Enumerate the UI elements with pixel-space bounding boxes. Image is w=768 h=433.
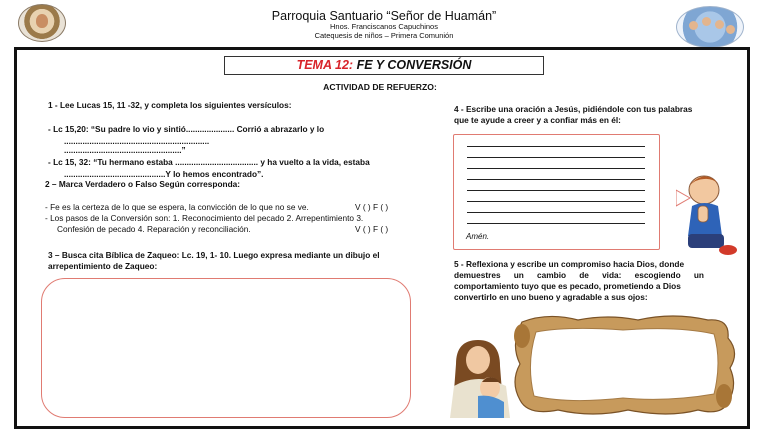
q5-line4: convertirlo en uno bueno y agradable a sus ojos:: [454, 292, 648, 302]
q2-statement-2-options[interactable]: V ( ) F ( ): [355, 224, 389, 234]
title-prefix: TEMA 12:: [296, 58, 354, 72]
order-name: Hnos. Franciscanos Capuchinos: [330, 22, 438, 31]
q1-item1-line2: ...............................................................: [64, 136, 210, 146]
prayer-line[interactable]: [467, 146, 645, 147]
parish-name: Parroquia Santuario “Señor de Huamán”: [271, 9, 497, 23]
q2-statement-2-line2: Confesión de pecado 4. Reparación y reconciliación.: [57, 224, 251, 234]
q3-line2: arrepentimiento de Zaqueo:: [48, 261, 158, 271]
q2-statement-1-options[interactable]: V ( ) F ( ): [355, 202, 389, 212]
q3-line1: 3 – Busca cita Bíblica de Zaqueo: Lc. 19, 1- 10. Luego expresa mediante un dibujo el: [48, 250, 380, 260]
q5-line1: 5 - Reflexiona y escribe un compromiso hacia Dios, donde: [454, 259, 685, 269]
q4-line2: que te ayude a creer y a confiar más en él:: [454, 115, 621, 125]
q5-line2: demuestres un cambio de vida: escogiendo un: [454, 270, 704, 280]
q4-line1: 4 - Escribe una oración a Jesús, pidiéndole con tus palabras: [454, 104, 693, 114]
jesus-hugging-child-illustration: [448, 336, 514, 418]
q5-line3: comportamiento tuyo que es pecado, prometiendo a Dios: [454, 281, 681, 291]
praying-boy-illustration: [676, 170, 744, 260]
prayer-line[interactable]: [467, 223, 645, 224]
prayer-line[interactable]: [467, 201, 645, 202]
q1-item2-line2: ............................................Y lo hemos encontrado”.: [64, 169, 264, 179]
prayer-amen: Amén.: [466, 232, 490, 241]
prayer-line[interactable]: [467, 212, 645, 213]
program-name: Catequesis de niños – Primera Comunión: [314, 31, 454, 40]
q2-statement-2-line1: - Los pasos de la Conversión son: 1. Reconocimiento del pecado 2. Arrepentimiento 3.: [45, 213, 364, 223]
activity-subtitle: ACTIVIDAD DE REFUERZO:: [323, 82, 437, 92]
prayer-line[interactable]: [467, 179, 645, 180]
prayer-line[interactable]: [467, 157, 645, 158]
commitment-scroll[interactable]: [508, 312, 738, 418]
title-text: FE Y CONVERSIÓN: [356, 58, 472, 72]
q1-prompt: 1 - Lee Lucas 15, 11 -32, y completa los siguientes versículos:: [48, 100, 292, 110]
q1-item1-line1: - Lc 15,20: “Su padre lo vio y sintió..................... Corrió a abrazarlo y lo: [48, 124, 325, 134]
drawing-area[interactable]: [41, 278, 411, 418]
q2-statement-1: - Fe es la certeza de lo que se espera, la convicción de lo que no se ve.: [45, 202, 309, 212]
prayer-line[interactable]: [467, 190, 645, 191]
q1-item2-line1: - Lc 15, 32: “Tu hermano estaba .................................... y ha vuelto a la vida, estaba: [48, 157, 370, 167]
worksheet-title: [224, 56, 544, 75]
prayer-line[interactable]: [467, 168, 645, 169]
q2-prompt: 2 – Marca Verdadero o Falso Según corresponda:: [45, 179, 241, 189]
q1-item1-line3: ...................................................”: [64, 145, 186, 155]
